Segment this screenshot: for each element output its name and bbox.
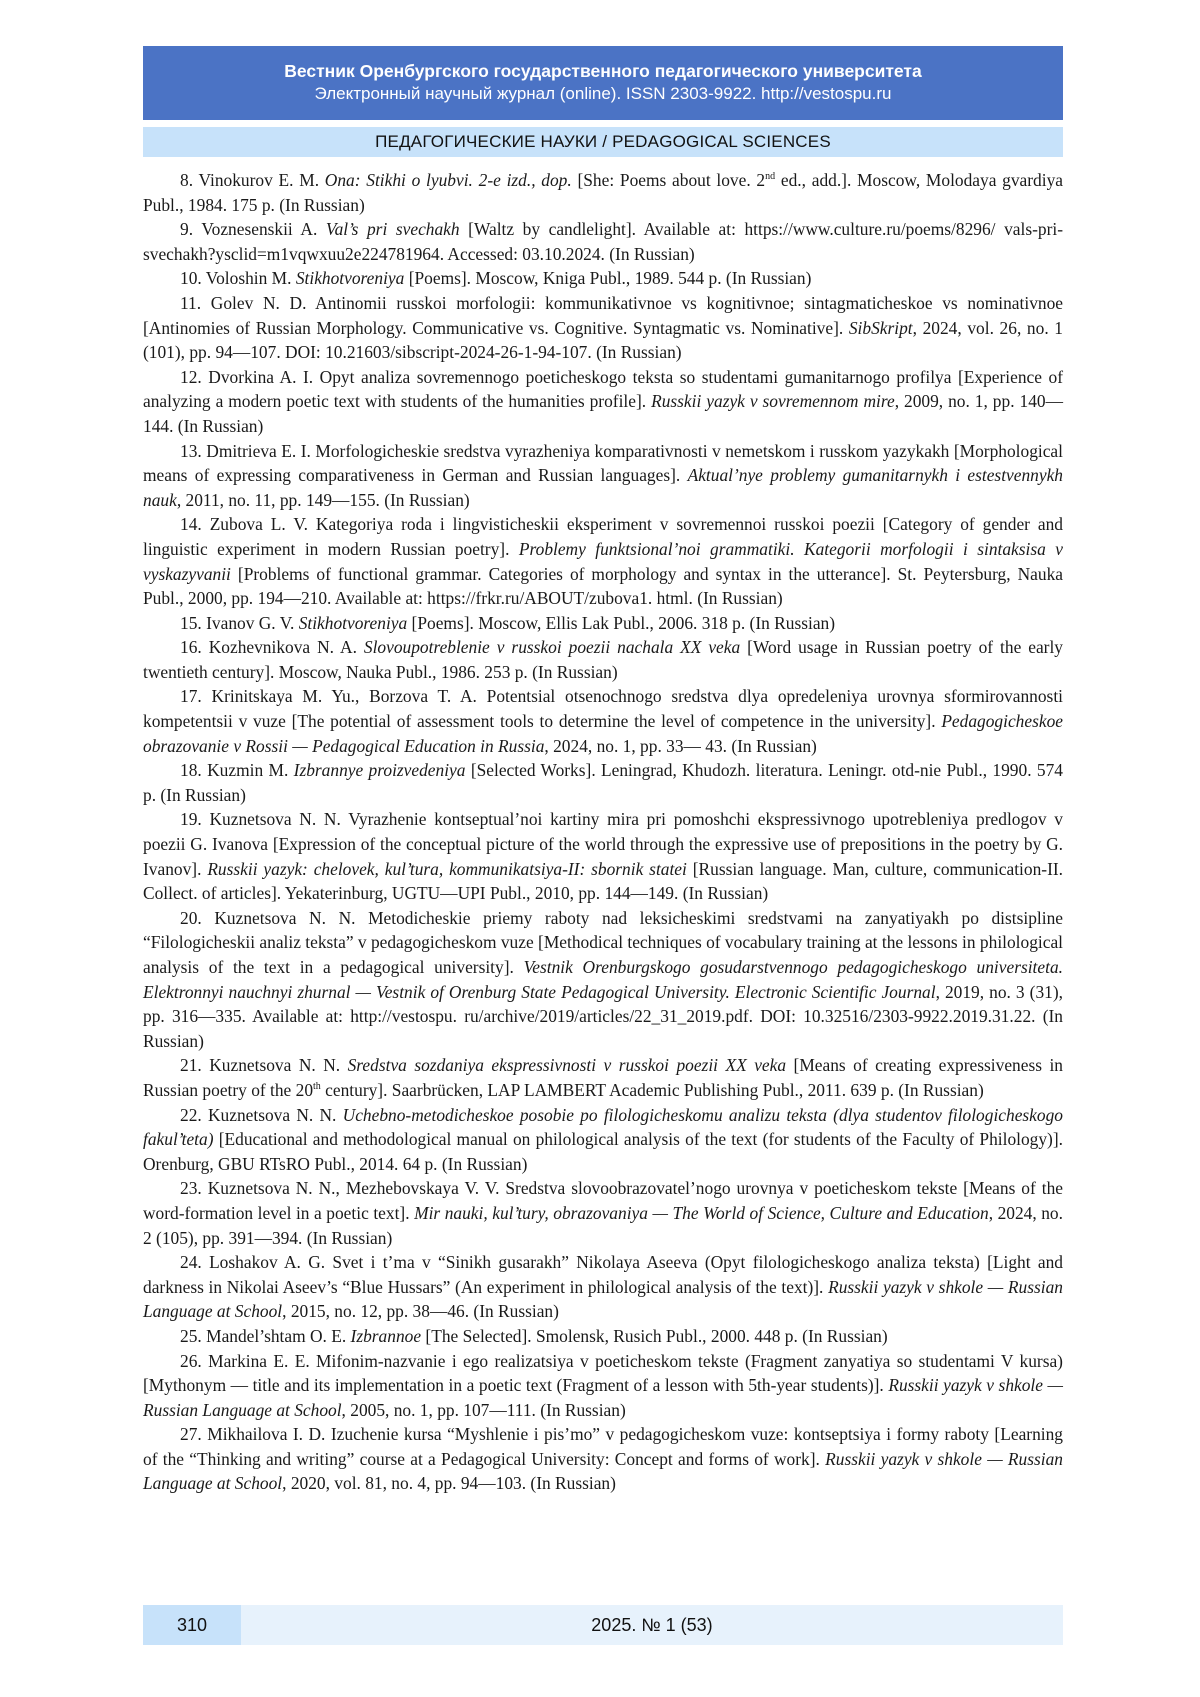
reference-item <box>143 168 1063 217</box>
reference-text: [Means of creating expressiveness in Russian poetry of the 20 <box>143 1055 1063 1100</box>
reference-number: 18. <box>180 760 202 781</box>
reference-number: 25. <box>180 1325 202 1346</box>
reference-text: Dmitrieva E. I. Morfologicheskie sredstva vyrazheniya komparativnosti v nemetskom i russkom yazykakh [Morphological means of expressing comparativeness in German and Russian languages]. <box>143 440 1063 486</box>
reference-source-title: Ona: Stikhi o lyubvi. 2-e izd., dop. <box>324 170 572 190</box>
superscript: nd <box>765 171 776 183</box>
section-heading: ПЕДАГОГИЧЕСКИЕ НАУКИ / PEDAGOGICAL SCIENCES <box>143 127 1063 157</box>
page-number: 310 <box>143 1605 241 1645</box>
reference-source-title: Izbrannye proizvedeniya <box>293 760 466 781</box>
reference-text: [Poems]. Moscow, Ellis Lak Publ., 2006. 318 p. (In Russian) <box>407 612 836 633</box>
reference-source-title: Problemy funktsional’noi grammatiki. Kategorii morfologii i sintaksisa v vyskazyvanii <box>143 538 1063 584</box>
reference-text: , 2020, vol. 81, no. 4, pp. 94—103. (In Russian) <box>282 1473 616 1494</box>
reference-number: 17. <box>180 686 202 707</box>
reference-source-title: Pedagogicheskoe obrazovanie v Rossii — Pedagogical Education in Russia <box>143 711 1063 756</box>
reference-text: Kuznetsova N. N., Mezhebovskaya V. V. Sredstva slovoobrazovatel’nogo urovnya v poeticheskom tekste [Means of the word-formation level in a poetic text]. <box>143 1178 1063 1223</box>
reference-item <box>143 758 1063 807</box>
reference-text: [Word usage in Russian poetry of the early twentieth century]. Moscow, Nauka Publ., 1986. 253 p. (In Russian) <box>143 637 1064 682</box>
reference-text: , 2024, no. 2 (105), pp. 391—394. (In Russian) <box>143 1202 1063 1248</box>
reference-text: , 2015, no. 12, pp. 38—46. (In Russian) <box>282 1301 559 1322</box>
page-footer <box>143 1605 1063 1645</box>
reference-item <box>143 1250 1063 1324</box>
reference-source-title: Stikhotvoreniya <box>295 268 405 289</box>
reference-text: [Poems]. Moscow, Kniga Publ., 1989. 544 p. (In Russian) <box>404 268 812 289</box>
reference-text: Loshakov A. G. Svet i t’ma v “Sinikh gusarakh” Nikolaya Aseeva (Opyt filologicheskogo analiza teksta) [Light and darkness in Nikolai Aseev’s “Blue Hussars” (An experiment in philological analysis of the text)]. <box>143 1252 1063 1297</box>
reference-item <box>143 1324 1063 1349</box>
reference-item <box>143 217 1063 266</box>
reference-number: 16. <box>180 637 202 658</box>
reference-source-title: Russkii yazyk v shkole — Russian Language at School <box>143 1448 1063 1494</box>
reference-source-title: Russkii yazyk: chelovek, kul’tura, kommunikatsiya-II: sbornik statei <box>207 858 687 879</box>
reference-text: Kuzmin M. <box>207 760 294 781</box>
reference-item <box>143 266 1063 291</box>
reference-number: 24. <box>180 1252 202 1273</box>
reference-text: [The Selected]. Smolensk, Rusich Publ., 2000. 448 p. (In Russian) <box>421 1325 888 1346</box>
reference-text: Voznesenskii A. <box>201 219 326 240</box>
reference-number: 15. <box>180 612 202 633</box>
reference-text: Golev N. D. Antinomii russkoi morfologii: kommunikativnoe vs kognitivnoe; sintagmaticheskoe vs nominativnoe [Antinomies of Russian Morphology. Communicative vs. Cognitive. Syntagmatic vs. Nominative]. <box>143 292 1063 338</box>
reference-item <box>143 512 1063 610</box>
reference-item <box>143 684 1063 758</box>
issue-label: 2025. № 1 (53) <box>591 1615 713 1635</box>
reference-number: 20. <box>180 907 202 928</box>
reference-number: 19. <box>180 809 202 830</box>
reference-item <box>143 439 1063 513</box>
reference-number: 14. <box>180 514 202 535</box>
reference-text: [Problems of functional grammar. Categories of morphology and syntax in the utterance]. St. Peytersburg, Nauka Publ., 2000, pp. 194—210. Available at: https://frkr.ru/ABOUT/zubova1. html. (In Russian) <box>143 563 1063 609</box>
reference-source-title: Val’s pri svechakh <box>325 219 460 240</box>
reference-text: , 2005, no. 1, pp. 107—111. (In Russian) <box>341 1399 626 1420</box>
journal-subtitle: Электронный научный журнал (online). ISSN 2303-9922. http://vestospu.ru <box>314 84 892 103</box>
reference-source-title: Mir nauki, kul’tury, obrazovaniya — The World of Science, Culture and Education <box>414 1202 989 1223</box>
reference-text: Voloshin M. <box>205 268 296 289</box>
reference-item <box>143 906 1063 1054</box>
reference-source-title: Stikhotvoreniya <box>298 612 408 633</box>
reference-number: 10. <box>180 268 202 289</box>
reference-text: , 2024, no. 1, pp. 33— 43. (In Russian) <box>544 735 817 756</box>
reference-item <box>143 635 1063 684</box>
reference-text: , 2019, no. 3 (31), pp. 316—335. Available at: http://vestospu. ru/archive/2019/articles/22_31_2019.pdf. DOI: 10.32516/2303-9922.2019.31.22. (In Russian) <box>143 981 1063 1051</box>
reference-item <box>143 1053 1063 1102</box>
reference-item <box>143 611 1063 636</box>
reference-number: 13. <box>180 440 202 461</box>
reference-item <box>143 291 1063 365</box>
reference-item <box>143 365 1063 439</box>
reference-list <box>143 168 1063 1496</box>
journal-title: Вестник Оренбургского государственного педагогического университета <box>284 61 922 81</box>
reference-number: 23. <box>180 1178 202 1199</box>
reference-source-title: Russkii yazyk v sovremennom mire <box>651 391 895 412</box>
reference-source-title: Russkii yazyk v shkole — Russian Language at School <box>143 1276 1063 1322</box>
journal-header <box>143 46 1063 120</box>
reference-number: 9. <box>180 219 194 240</box>
reference-text: Markina E. E. Mifonim-nazvanie i ego realizatsiya v poeticheskom tekste (Fragment zanyatiya so studentami V kursa) [Mythonym — title and its implementation in a poetic text (Fragment of a lesson with 5th-year students)]. <box>143 1350 1063 1396</box>
reference-text: century]. Saarbrücken, LAP LAMBERT Academic Publishing Publ., 2011. 639 p. (In Russian) <box>320 1079 984 1100</box>
reference-text: [Russian language. Man, culture, communication-II. Collect. of articles]. Yekaterinburg, UGTU—UPI Publ., 2010, pp. 144—149. (In Russian) <box>143 858 1064 904</box>
reference-number: 22. <box>180 1104 202 1125</box>
reference-source-title: Slovoupotreblenie v russkoi poezii nachala XX veka <box>363 637 741 658</box>
reference-item <box>143 807 1063 905</box>
reference-source-title: Izbrannoe <box>350 1325 422 1346</box>
reference-text: Dvorkina A. I. Opyt analiza sovremennogo poeticheskogo teksta so studentami gumanitarnogo profilya [Experience of analyzing a modern poetic text with students of the humanities profile]. <box>143 366 1064 412</box>
reference-text: Mandel’shtam O. E. <box>206 1325 351 1346</box>
reference-text: Krinitskaya M. Yu., Borzova T. A. Potentsial otsenochnogo sredstva dlya opredeleniya urovnya sformirovannosti kompetentsii v vuze [The potential of assessment tools to determine the level of competence in the university]. <box>143 686 1063 732</box>
reference-item <box>143 1103 1063 1177</box>
reference-item <box>143 1349 1063 1423</box>
reference-number: 8. <box>180 170 194 190</box>
reference-source-title: Uchebno-metodicheskoe posobie po filologicheskomu analizu teksta (dlya studentov filologicheskogo fakul’teta) <box>143 1104 1063 1150</box>
superscript: th <box>313 1081 321 1093</box>
reference-source-title: Russkii yazyk v shkole — Russian Language at School <box>143 1375 1063 1420</box>
reference-number: 12. <box>180 366 202 387</box>
reference-item <box>143 1176 1063 1250</box>
reference-number: 27. <box>180 1424 202 1445</box>
reference-text: Kuznetsova N. N. <box>209 1055 348 1076</box>
reference-text: Kuznetsova N. N. Vyrazhenie kontseptual’noi kartiny mira pri pomoshchi ekspressivnogo upotrebleniya predlogov v poezii G. Ivanova [Expression of the conceptual picture of the world through the expressive use of prepositions in the poetry by G. Ivanov]. <box>143 809 1063 879</box>
reference-item <box>143 1422 1063 1496</box>
reference-text: [Selected Works]. Leningrad, Khudozh. literatura. Leningr. otd-nie Publ., 1990. 574 p. (In Russian) <box>143 760 1063 805</box>
reference-number: 21. <box>180 1055 202 1076</box>
reference-text: Kuznetsova N. N. Metodicheskie priemy raboty nad leksicheskimi sredstvami na zanyatiyakh po distsipline “Filologicheskii analiz teksta” v pedagogicheskom vuze [Methodical techniques of vocabulary training at the lessons in philological analysis of the text in a pedagogical university]. <box>143 907 1063 977</box>
reference-source-title: Aktual’nye problemy gumanitarnykh i estestvennykh nauk <box>143 465 1063 510</box>
reference-source-title: SibSkript <box>848 317 913 338</box>
reference-text: Zubova L. V. Kategoriya roda i lingvisticheskii eksperiment v sovremennoi russkoi poezii [Category of gender and linguistic experiment in modern Russian poetry]. <box>143 514 1063 559</box>
reference-number: 11. <box>180 292 202 313</box>
reference-text: Kuznetsova N. N. <box>208 1104 343 1125</box>
reference-text: [She: Poems about love. 2 <box>571 170 766 190</box>
reference-text: , 2024, vol. 26, no. 1 (101), pp. 94—107. DOI: 10.21603/sibscript-2024-26-1-94-107. (In Russian) <box>143 317 1063 363</box>
reference-source-title: Sredstva sozdaniya ekspressivnosti v russkoi poezii XX veka <box>347 1055 787 1076</box>
reference-text: [Educational and methodological manual on philological analysis of the text (for students of the Faculty of Philology)]. Orenburg, GBU RTsRO Publ., 2014. 64 p. (In Russian) <box>143 1129 1063 1174</box>
reference-text: , 2009, no. 1, pp. 140—144. (In Russian) <box>143 391 1063 436</box>
reference-text: ed., add.]. Moscow, Molodaya gvardiya Publ., 1984. 175 p. (In Russian) <box>143 170 1064 215</box>
reference-text: Kozhevnikova N. A. <box>208 637 364 658</box>
reference-text: Vinokurov E. M. <box>198 170 325 190</box>
reference-source-title: Vestnik Orenburgskogo gosudarstvennogo pedagogicheskogo universiteta. Elektronnyi nauchnyi zhurnal — Vestnik of Orenburg State Pedagogical University. Electronic Scientific Journal <box>143 957 1063 1002</box>
reference-text: Mikhailova I. D. Izuchenie kursa “Myshlenie i pis’mo” v pedagogicheskom vuze: kontseptsiya i formy raboty [Learning of the “Thinking and writing” course at a Pedagogical University: Concept and forms of work]. <box>143 1424 1063 1469</box>
reference-number: 26. <box>180 1350 202 1371</box>
reference-text: [Waltz by candlelight]. Available at: https://www.culture.ru/poems/8296/ vals-pri-svechakh?ysclid=m1vqwxuu2e224781964. Accessed: 03.10.2024. (In Russian) <box>143 219 1063 264</box>
reference-text: Ivanov G. V. <box>206 612 299 633</box>
reference-text: , 2011, no. 11, pp. 149—155. (In Russian) <box>176 489 470 510</box>
